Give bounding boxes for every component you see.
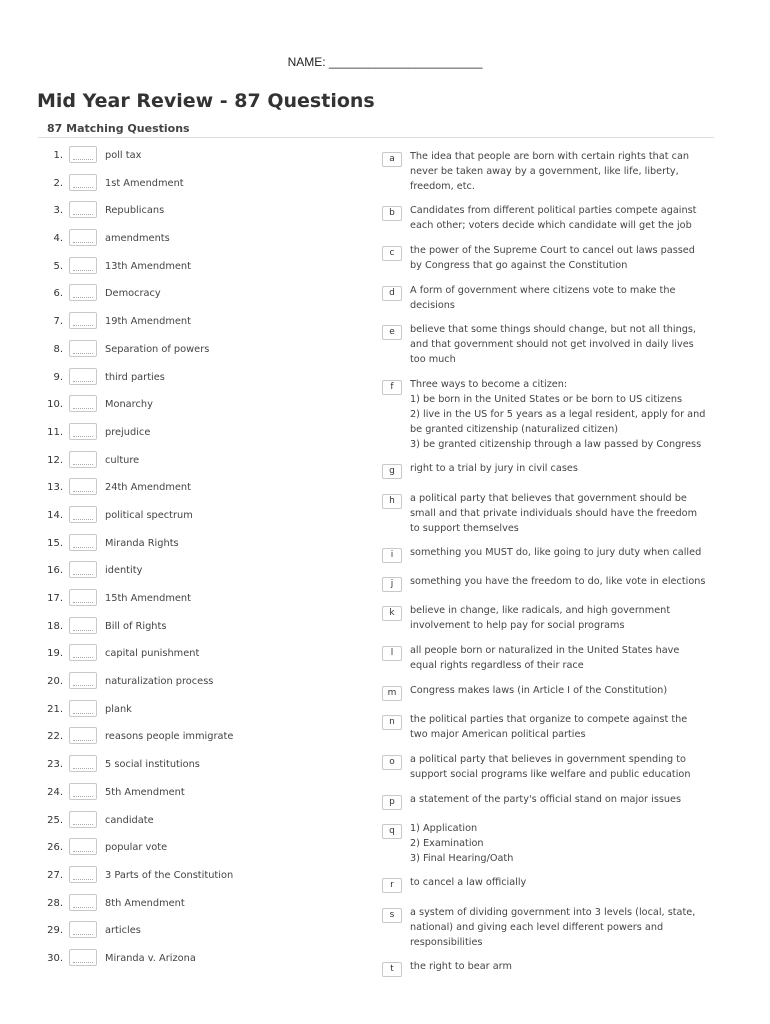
question-number: 25. [47,814,63,826]
definition-text [410,203,710,233]
definition-letter: j [382,577,402,592]
definition-item [382,903,712,954]
definition-letter: n [382,715,402,730]
question-number: 30. [47,952,63,964]
definition-letter: p [382,795,402,810]
definition-item [382,710,712,746]
question-number: 16. [47,565,63,577]
question-term: 19th Amendment [105,316,191,328]
question-term: culture [105,454,140,466]
definition-item [382,873,712,894]
definition-letter: k [382,606,402,621]
definition-text [410,752,710,782]
question-term: third parties [105,371,165,383]
definition-line: too much [410,354,456,365]
definition-line: Three ways to become a citizen: [410,379,568,390]
definition-line: freedom, etc. [410,181,475,192]
definition-line: a political party that believes in government spending to [410,754,686,765]
definition-line: responsibilities [410,937,483,948]
question-number: 24. [47,786,63,798]
question-term: Separation of powers [105,343,210,355]
definition-letter: t [382,962,402,977]
question-number: 20. [47,676,63,688]
question-term: 3 Parts of the Constitution [105,869,234,881]
question-number: 22. [47,731,63,743]
question-term: Monarchy [105,399,153,411]
question-term: poll tax [105,150,142,161]
definition-letter: q [382,824,402,839]
definition-line: right to a trial by jury in civil cases [410,463,578,474]
definition-letter: b [382,206,402,221]
question-number: 11. [47,426,63,438]
question-term: plank [105,703,132,715]
definition-item [382,201,712,237]
definition-item [382,375,712,456]
definition-line: and that government should not get involved in daily lives [410,339,694,350]
definition-line: involvement to help pay for social programs [410,620,625,631]
definition-line: national) and giving each level different powers and [410,922,664,933]
definition-item [382,572,712,593]
definition-text [410,377,710,452]
definition-text [410,821,710,866]
definition-letter: d [382,286,402,301]
question-number: 8. [53,343,63,355]
definition-line: Candidates from different political parties compete against [410,205,697,216]
question-term: amendments [105,233,170,245]
definition-line: a political party that believes that government should be [410,493,687,504]
definition-line: the right to bear arm [410,961,512,972]
definition-line: 1) be born in the United States or be born to US citizens [410,394,683,405]
definition-item [382,790,712,811]
question-number: 9. [53,371,63,383]
question-number: 3. [53,205,63,217]
definition-text [410,149,710,194]
definition-text [410,545,710,560]
question-number: 7. [53,316,63,328]
question-term: Republicans [105,205,165,217]
definition-text [410,683,710,698]
definition-text [410,603,710,633]
definition-letter: i [382,548,402,563]
definition-text [410,959,710,974]
definition-line: The idea that people are born with certain rights that can [410,151,690,162]
question-term: capital punishment [105,648,200,660]
question-term: reasons people immigrate [105,731,234,743]
definition-text [410,905,710,950]
question-term: candidate [105,814,154,826]
question-number: 21. [47,703,63,715]
question-number: 29. [47,925,63,937]
question-term: Bill of Rights [105,620,167,632]
definition-line: be granted citizenship (naturalized citizen) [410,424,619,435]
name-field-label: NAME: _______________________ [287,55,483,69]
definition-line: A form of government where citizens vote to make the [410,285,676,296]
definition-letter: o [382,755,402,770]
definition-line: 2) Examination [410,838,484,849]
question-number: 15. [47,537,63,549]
definition-line: something you MUST do, like going to jury duty when called [410,547,702,558]
definition-item [382,489,712,540]
section-subtitle: 87 Matching Questions [47,122,190,135]
question-number: 23. [47,759,63,771]
definition-letter: f [382,380,402,395]
question-term: 15th Amendment [105,593,191,604]
definition-letter: a [382,152,402,167]
definition-line: Congress makes laws (in Article I of the Constitution) [410,685,668,696]
definition-item [382,819,712,870]
question-number: 5. [53,260,63,272]
question-number: 28. [47,897,63,909]
definition-letter: s [382,908,402,923]
definition-letter: h [382,494,402,509]
question-term: 1st Amendment [105,177,184,189]
question-term: 24th Amendment [105,482,191,494]
definition-line: believe in change, like radicals, and high government [410,605,671,616]
definition-line: a statement of the party's official stand on major issues [410,794,682,805]
definition-letter: m [382,686,402,701]
definition-item [382,601,712,637]
definition-text [410,491,710,536]
definition-line: believe that some things should change, but not all things, [410,324,697,335]
definition-item [382,543,712,564]
definition-item [382,281,712,317]
question-term: naturalization process [105,676,214,688]
question-term: political spectrum [105,509,193,521]
question-number: 2. [53,177,63,189]
question-number: 6. [53,288,63,300]
question-number: 26. [47,842,63,854]
definition-text [410,875,710,890]
question-term: identity [105,565,143,577]
definition-line: something you have the freedom to do, like vote in elections [410,576,706,587]
question-number: 10. [47,399,63,411]
definition-line: 2) live in the US for 5 years as a legal resident, apply for and [410,409,706,420]
question-term: 5th Amendment [105,786,185,798]
definition-text [410,243,710,273]
definition-text [410,461,710,476]
definition-text [410,283,710,313]
question-number: 19. [47,648,63,660]
definition-line: to cancel a law officially [410,877,527,888]
definition-text [410,574,710,589]
question-term: 13th Amendment [105,260,191,272]
definition-item [382,681,712,702]
definition-line: the power of the Supreme Court to cancel out laws passed [410,245,695,256]
definition-line: a system of dividing government into 3 levels (local, state, [410,907,696,918]
question-number: 18. [47,620,63,632]
definition-item [382,320,712,371]
definition-line: support social programs like welfare and public education [410,769,691,780]
question-term: popular vote [105,842,168,854]
question-number: 13. [47,482,63,494]
definition-line: 3) Final Hearing/Oath [410,853,514,864]
question-number: 12. [47,454,63,466]
definition-item [382,957,712,978]
question-number: 17. [47,593,63,604]
definition-letter: c [382,246,402,261]
question-number: 4. [53,233,63,245]
definition-text [410,792,710,807]
definition-text [410,712,710,742]
question-number: 27. [47,869,63,881]
page-title: Mid Year Review - 87 Questions [37,90,375,112]
definition-letter: r [382,878,402,893]
definition-line: small and that private individuals should have the freedom [410,508,698,519]
definition-text [410,322,710,367]
definition-item [382,459,712,480]
definition-line: 3) be granted citizenship through a law passed by Congress [410,439,702,450]
definition-line: the political parties that organize to compete against the [410,714,688,725]
definition-item [382,750,712,786]
definition-letter: e [382,325,402,340]
definition-line: never be taken away by a government, like life, liberty, [410,166,679,177]
definition-item [382,641,712,677]
definition-letter: l [382,646,402,661]
definition-line: two major American political parties [410,729,586,740]
definition-item [382,147,712,198]
definition-line: all people born or naturalized in the United States have [410,645,680,656]
definition-letter: g [382,464,402,479]
question-term: 5 social institutions [105,759,200,771]
definition-line: each other; voters decide which candidate will get the job [410,220,692,231]
definition-line: by Congress that go against the Constitution [410,260,628,271]
definition-line: to support themselves [410,523,519,534]
definition-text [410,643,710,673]
definition-line: decisions [410,300,455,311]
question-number: 1. [53,150,63,161]
question-term: articles [105,925,141,937]
definition-line: equal rights regardless of their race [410,660,584,671]
question-term: prejudice [105,426,151,438]
question-number: 14. [47,509,63,521]
definition-item [382,241,712,277]
question-term: Miranda Rights [105,537,179,549]
question-term: Miranda v. Arizona [105,952,196,964]
question-term: 8th Amendment [105,897,185,909]
definition-line: 1) Application [410,823,478,834]
question-term: Democracy [105,288,161,300]
